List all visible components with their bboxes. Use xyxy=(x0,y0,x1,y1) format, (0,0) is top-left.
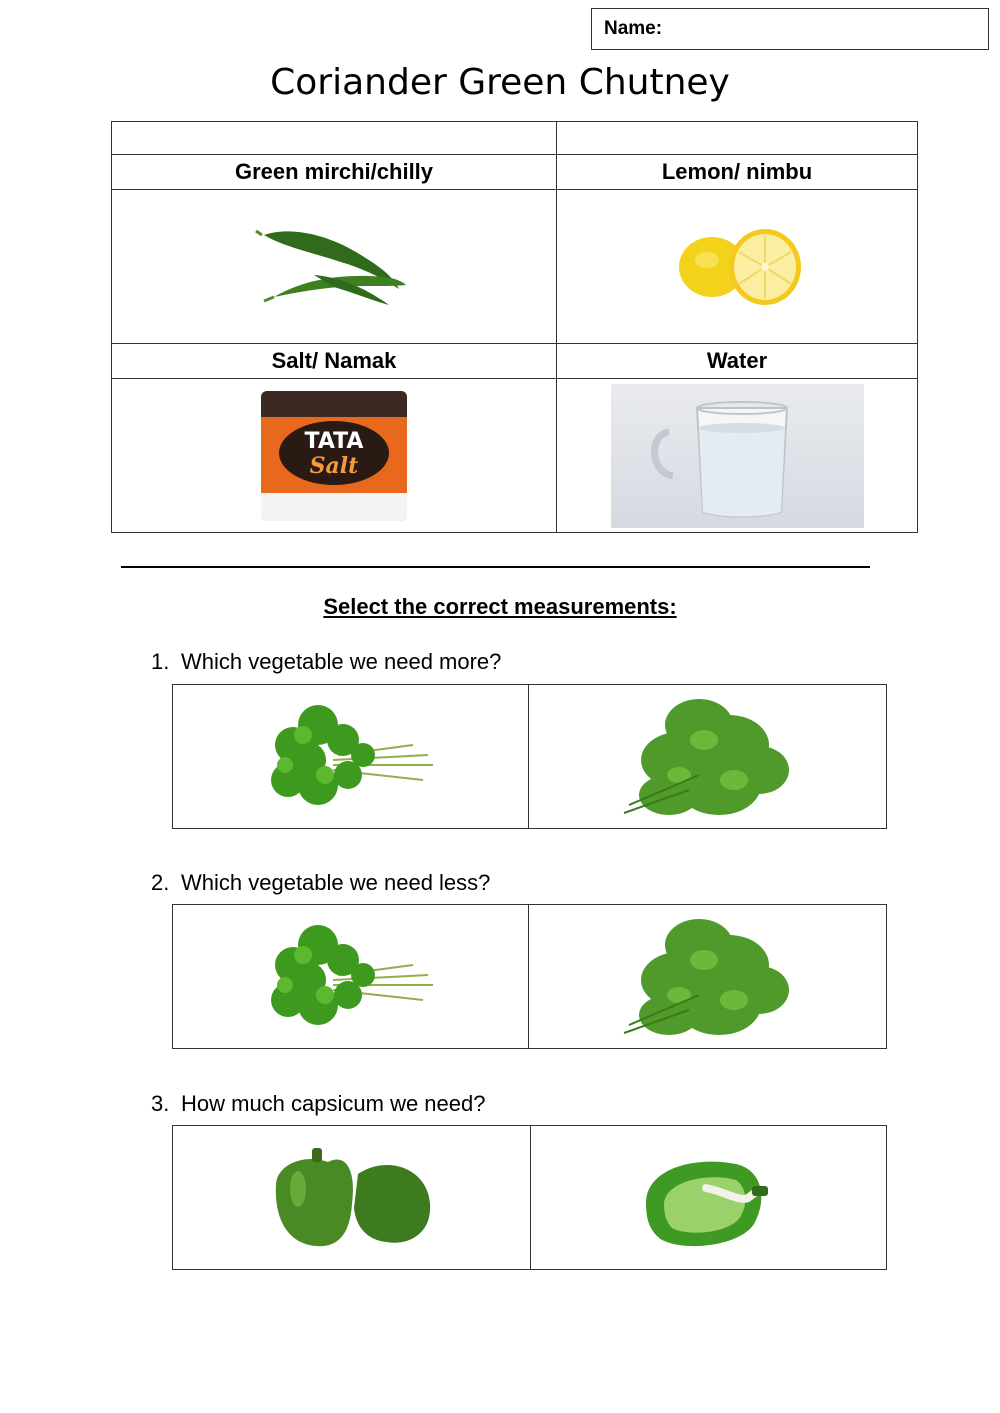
mint-image xyxy=(609,905,809,1050)
question-2 xyxy=(151,870,490,896)
question-number: 2. xyxy=(151,870,170,895)
water-image-cell xyxy=(557,379,918,533)
question-3 xyxy=(151,1091,485,1117)
question-1 xyxy=(151,649,501,675)
option-mint[interactable] xyxy=(528,685,887,828)
name-field[interactable] xyxy=(591,8,989,50)
green-chilly-image xyxy=(254,217,414,317)
question-number: 1. xyxy=(151,649,170,674)
ingredient-label-water: Water xyxy=(557,344,918,379)
salt-brand-text: TATA xyxy=(304,428,364,454)
ingredient-label-salt: Salt/ Namak xyxy=(112,344,557,379)
option-mint[interactable] xyxy=(528,905,887,1048)
empty-cell xyxy=(112,122,557,155)
ingredient-label-lemon: Lemon/ nimbu xyxy=(557,155,918,190)
table-row xyxy=(112,190,918,344)
ingredients-table xyxy=(111,121,918,533)
whole-capsicum-image xyxy=(268,1144,438,1254)
salt-pack-image xyxy=(261,391,407,521)
divider-line xyxy=(121,566,870,568)
lemon-image xyxy=(667,222,807,312)
question-text: Which vegetable we need more? xyxy=(181,649,502,674)
answer-options-3 xyxy=(172,1125,887,1270)
coriander-image xyxy=(263,685,438,830)
section-heading: Select the correct measurements: xyxy=(323,594,677,619)
coriander-image xyxy=(263,905,438,1050)
table-row xyxy=(112,122,918,155)
table-row xyxy=(112,155,918,190)
option-coriander[interactable] xyxy=(173,905,528,1048)
question-text: Which vegetable we need less? xyxy=(181,870,491,895)
lemon-image-cell xyxy=(557,190,918,344)
option-coriander[interactable] xyxy=(173,685,528,828)
half-capsicum-image xyxy=(636,1148,776,1253)
water-glass-image xyxy=(611,384,864,528)
chilly-image-cell xyxy=(112,190,557,344)
salt-product-text: Salt xyxy=(309,452,359,479)
answer-options-2 xyxy=(172,904,887,1049)
ingredient-label-chilly: Green mirchi/chilly xyxy=(112,155,557,190)
salt-image-cell xyxy=(112,379,557,533)
option-half-capsicum[interactable] xyxy=(530,1126,887,1269)
question-number: 3. xyxy=(151,1091,170,1116)
empty-cell xyxy=(557,122,918,155)
question-text: How much capsicum we need? xyxy=(181,1091,486,1116)
table-row xyxy=(112,344,918,379)
table-row xyxy=(112,379,918,533)
answer-options-1 xyxy=(172,684,887,829)
name-label: Name: xyxy=(604,18,663,39)
mint-image xyxy=(609,685,809,830)
option-whole-capsicum[interactable] xyxy=(173,1126,530,1269)
page-title: Coriander Green Chutney xyxy=(270,62,730,103)
